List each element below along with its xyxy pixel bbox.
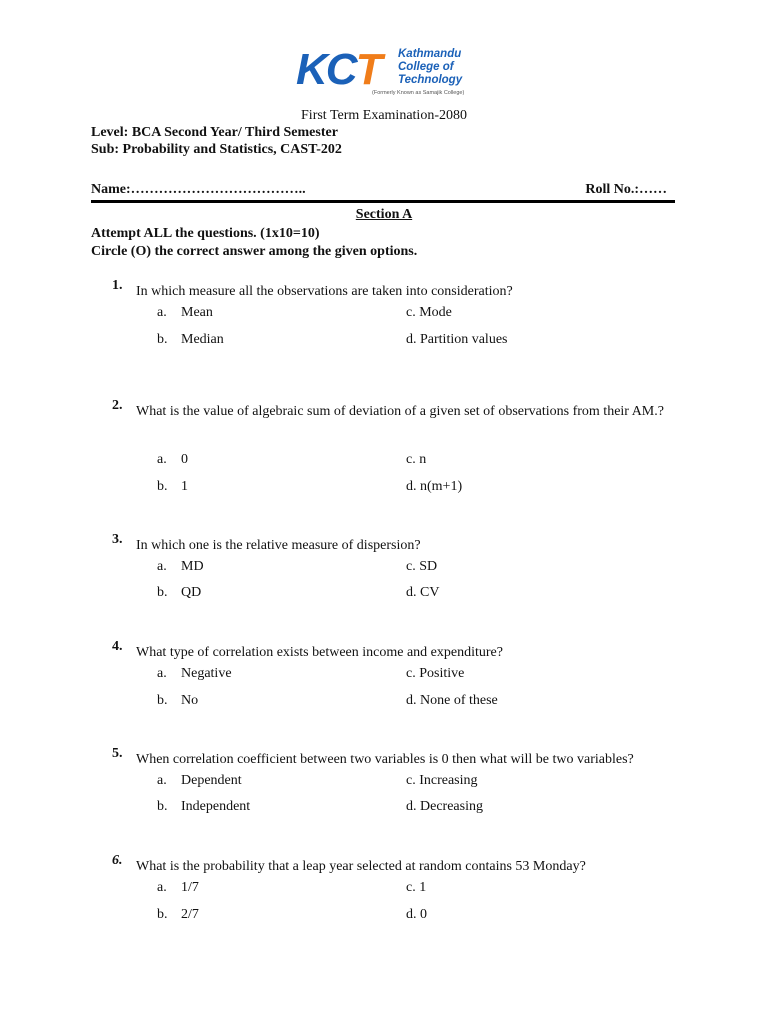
question-text: In which measure all the observations are taken into consideration? xyxy=(136,284,513,299)
option-c[interactable]: c. 1 xyxy=(406,880,427,895)
question-number: 6. xyxy=(112,853,123,868)
option-a[interactable]: a. 1/7 xyxy=(157,880,199,895)
logo-tagline: (Formerly Known as Samajik College) xyxy=(372,90,465,96)
college-logo xyxy=(296,46,486,102)
option-a[interactable]: a. Dependent xyxy=(157,773,242,788)
section-title: Section A xyxy=(355,207,413,222)
option-d[interactable]: d. Partition values xyxy=(406,332,508,347)
question-number: 4. xyxy=(112,639,123,654)
level-line: Level: BCA Second Year/ Third Semester xyxy=(91,125,338,140)
option-b[interactable]: b. Median xyxy=(157,332,224,347)
roll-number-label: Roll No.:…… xyxy=(585,182,667,197)
question-text: What type of correlation exists between income and expenditure? xyxy=(136,645,503,660)
question-number: 2. xyxy=(112,398,123,413)
option-d[interactable]: d. n(m+1) xyxy=(406,479,463,494)
question-text: When correlation coefficient between two variables is 0 then what will be two variables? xyxy=(136,752,634,767)
logo-monogram: KCT xyxy=(296,45,381,94)
option-d[interactable]: d. 0 xyxy=(406,907,427,922)
option-d[interactable]: d. CV xyxy=(406,585,440,600)
option-c[interactable]: c. SD xyxy=(406,559,438,574)
subject-line: Sub: Probability and Statistics, CAST-202 xyxy=(91,142,342,157)
option-c[interactable]: c. Increasing xyxy=(406,773,478,788)
option-b[interactable]: b. 2/7 xyxy=(157,907,199,922)
option-a[interactable]: a. Negative xyxy=(157,666,232,681)
option-c[interactable]: c. Positive xyxy=(406,666,465,681)
option-c[interactable]: c. n xyxy=(406,452,427,467)
option-b[interactable]: b. Independent xyxy=(157,799,251,814)
name-field-label: Name:……………………………….. xyxy=(91,182,306,197)
option-b[interactable]: b. QD xyxy=(157,585,202,600)
option-d[interactable]: d. None of these xyxy=(406,693,498,708)
option-b[interactable]: b. No xyxy=(157,693,199,708)
option-d[interactable]: d. Decreasing xyxy=(406,799,483,814)
question-number: 3. xyxy=(112,532,123,547)
option-a[interactable]: a. 0 xyxy=(157,452,188,467)
exam-title: First Term Examination-2080 xyxy=(301,108,467,123)
option-a[interactable]: a. MD xyxy=(157,559,204,574)
option-a[interactable]: a. Mean xyxy=(157,305,213,320)
instruction-attempt: Attempt ALL the questions. (1x10=10) xyxy=(91,226,320,241)
question-text: What is the value of algebraic sum of deviation of a given set of observations from their AM.? xyxy=(136,404,664,419)
question-text: In which one is the relative measure of dispersion? xyxy=(136,538,421,553)
name-roll-row xyxy=(91,182,675,198)
question-number: 1. xyxy=(112,278,123,293)
option-b[interactable]: b. 1 xyxy=(157,479,188,494)
question-text: What is the probability that a leap year selected at random contains 53 Monday? xyxy=(136,859,586,874)
logo-college-name: Kathmandu College of Technology xyxy=(398,48,463,86)
question-number: 5. xyxy=(112,746,123,761)
option-c[interactable]: c. Mode xyxy=(406,305,452,320)
instruction-circle: Circle (O) the correct answer among the given options. xyxy=(91,244,418,259)
header-divider xyxy=(91,200,675,203)
